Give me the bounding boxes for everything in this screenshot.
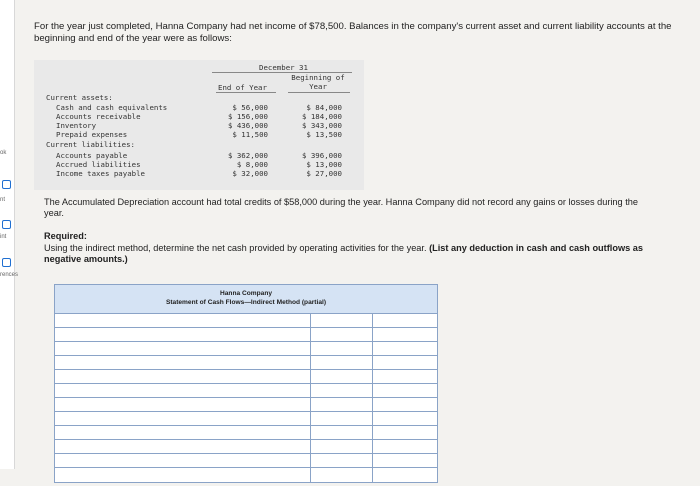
answer-row	[55, 328, 437, 342]
begin-col-rule	[288, 92, 350, 93]
answer-total-cell	[373, 468, 437, 482]
question-intro: For the year just completed, Hanna Company had net income of $78,500. Balances in the company's current asset and current liability accounts at the beginning and end of the year were as follows:	[34, 21, 672, 44]
current-liabilities-label: Current liabilities:	[46, 140, 135, 149]
answer-row	[55, 342, 437, 356]
header-end: End of Year	[218, 83, 267, 92]
answer-amount-cell	[311, 454, 373, 467]
answer-label-cell	[55, 328, 311, 341]
asset-label: Accounts receivable	[56, 112, 141, 121]
answer-total-cell	[373, 426, 437, 439]
sidebar	[0, 0, 19, 469]
asset-label: Cash and cash equivalents	[56, 103, 168, 112]
answer-row	[55, 468, 437, 482]
answer-total-cell	[373, 454, 437, 467]
answer-total-cell	[373, 384, 437, 397]
answer-amount-cell	[311, 384, 373, 397]
answer-label-cell	[55, 356, 311, 369]
answer-row	[55, 356, 437, 370]
asset-begin-value: $ 13,500	[306, 130, 342, 139]
required-title: Required:	[44, 231, 87, 241]
answer-table-header	[55, 285, 437, 314]
answer-label-cell	[55, 468, 311, 482]
print-icon	[2, 220, 11, 229]
depreciation-note: The Accumulated Depreciation account had total credits of $58,000 during the year. Hanna Company did not record any gains or losses during the year.	[44, 197, 638, 218]
required-instruction: Using the indirect method, determine the net cash provided by operating activities for the year.	[44, 243, 427, 253]
asset-label: Prepaid expenses	[56, 130, 128, 139]
answer-table-title: Statement of Cash Flows—Indirect Method (partial)	[165, 299, 327, 306]
answer-amount-cell	[311, 370, 373, 383]
answer-label-cell	[55, 398, 311, 411]
answer-total-cell	[373, 328, 437, 341]
answer-label-cell	[55, 454, 311, 467]
answer-total-cell	[373, 342, 437, 355]
cash-flow-answer-table	[54, 284, 438, 483]
answer-total-cell	[373, 314, 437, 327]
answer-row	[55, 370, 437, 384]
liability-end-value: $ 8,000	[236, 160, 268, 169]
header-begin-2: Year	[309, 82, 327, 91]
answer-total-cell	[373, 398, 437, 411]
answer-label-cell	[55, 412, 311, 425]
liability-end-value: $ 362,000	[227, 151, 268, 160]
answer-total-cell	[373, 412, 437, 425]
answer-amount-input[interactable]	[311, 472, 372, 486]
answer-amount-cell	[311, 356, 373, 369]
answer-label-cell	[55, 426, 311, 439]
answer-label-cell	[55, 314, 311, 327]
answer-total-cell	[373, 356, 437, 369]
hint-icon	[2, 180, 11, 189]
answer-amount-cell	[311, 398, 373, 411]
answer-row	[55, 440, 437, 454]
sidebar-item-label: nt	[0, 197, 6, 203]
balances-table	[34, 60, 364, 190]
answer-amount-cell	[311, 412, 373, 425]
answer-amount-cell	[311, 314, 373, 327]
liability-label: Accrued liabilities	[56, 160, 141, 169]
answer-row	[55, 314, 437, 328]
answer-row	[55, 384, 437, 398]
answer-label-cell	[55, 370, 311, 383]
asset-end-value: $ 56,000	[232, 103, 268, 112]
answer-amount-cell	[311, 468, 373, 482]
current-assets-label: Current assets:	[46, 93, 113, 102]
liability-begin-value: $ 396,000	[301, 151, 342, 160]
sidebar-item-label: int	[0, 234, 7, 240]
required-text	[44, 243, 654, 265]
liability-label: Accounts payable	[56, 151, 128, 160]
liability-begin-value: $ 13,000	[306, 160, 342, 169]
answer-total-input[interactable]	[373, 472, 437, 486]
answer-label-cell	[55, 440, 311, 453]
answer-amount-cell	[311, 426, 373, 439]
answer-row	[55, 426, 437, 440]
answer-row	[55, 454, 437, 468]
liability-end-value: $ 32,000	[232, 169, 268, 178]
header-december: December 31	[259, 63, 308, 72]
answer-table-body	[55, 314, 437, 482]
asset-label: Inventory	[56, 121, 97, 130]
asset-end-value: $ 156,000	[227, 112, 268, 121]
answer-label-input[interactable]	[55, 472, 310, 486]
answer-table-company: Hanna Company	[219, 290, 273, 297]
liability-label: Income taxes payable	[56, 169, 145, 178]
header-begin-1: Beginning of	[291, 73, 345, 82]
answer-row	[55, 412, 437, 426]
answer-total-cell	[373, 370, 437, 383]
required-emphasis: (List any deduction in cash and cash outflows as negative amounts.)	[44, 243, 643, 264]
answer-total-cell	[373, 440, 437, 453]
liability-begin-value: $ 27,000	[306, 169, 342, 178]
answer-row	[55, 398, 437, 412]
answer-amount-cell	[311, 328, 373, 341]
answer-label-cell	[55, 342, 311, 355]
asset-begin-value: $ 184,000	[301, 112, 342, 121]
end-col-rule	[216, 92, 276, 93]
sidebar-item-label: ok	[0, 150, 7, 156]
references-icon	[2, 258, 11, 267]
answer-amount-cell	[311, 440, 373, 453]
answer-amount-cell	[311, 342, 373, 355]
asset-end-value: $ 11,500	[232, 130, 268, 139]
answer-label-cell	[55, 384, 311, 397]
asset-begin-value: $ 343,000	[301, 121, 342, 130]
sidebar-item-label: rences	[0, 272, 19, 278]
asset-end-value: $ 436,000	[227, 121, 268, 130]
asset-begin-value: $ 84,000	[306, 103, 342, 112]
